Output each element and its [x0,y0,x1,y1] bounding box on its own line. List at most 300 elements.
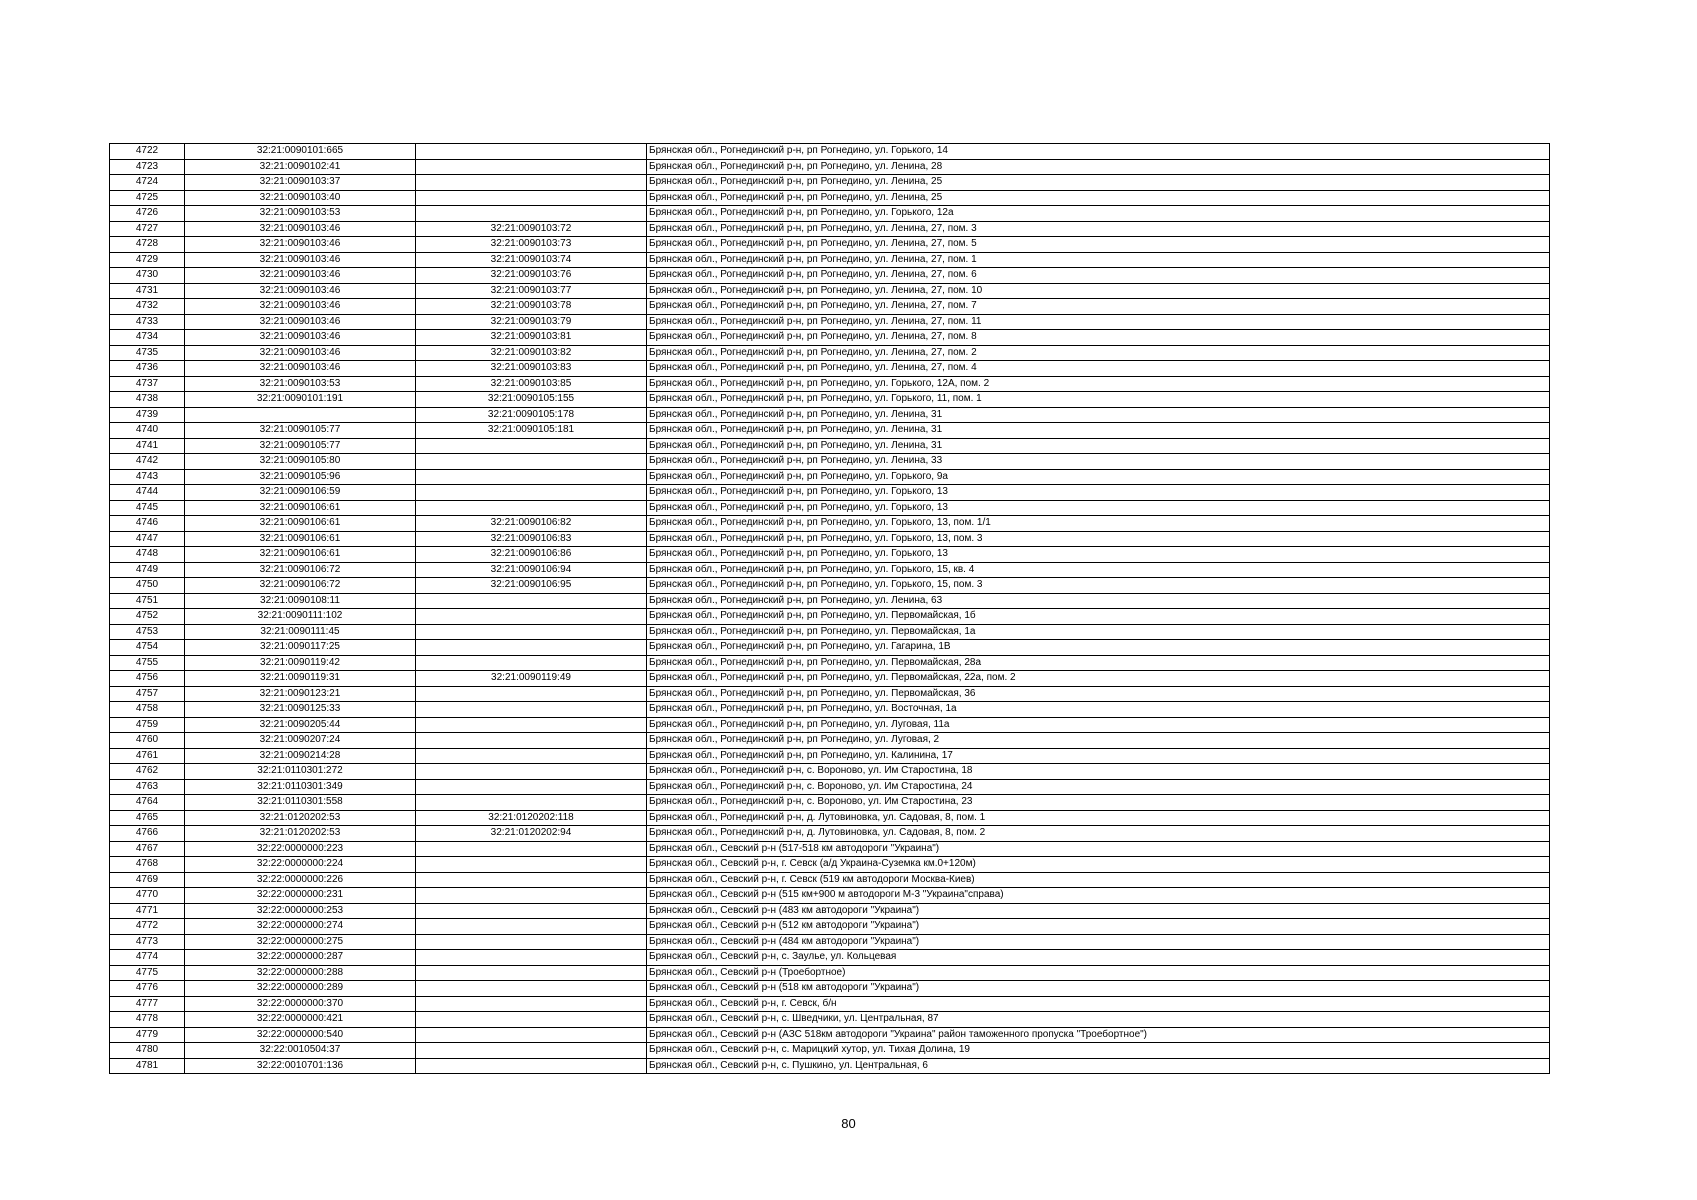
sub-cadastral-number-cell [416,950,647,966]
cadastral-number-cell: 32:22:0010504:37 [185,1043,416,1059]
row-number-cell: 4730 [110,268,185,284]
table-row [110,1058,1550,1074]
table-row [110,562,1550,578]
row-number-cell: 4780 [110,1043,185,1059]
cadastral-number-cell: 32:21:0090103:46 [185,314,416,330]
table-row [110,423,1550,439]
row-number-cell: 4756 [110,671,185,687]
row-number-cell: 4747 [110,531,185,547]
table-row [110,593,1550,609]
row-number-cell: 4752 [110,609,185,625]
sub-cadastral-number-cell [416,206,647,222]
cadastral-number-cell: 32:22:0000000:370 [185,996,416,1012]
sub-cadastral-number-cell [416,888,647,904]
table-row [110,547,1550,563]
table-row [110,237,1550,253]
table-row [110,578,1550,594]
sub-cadastral-number-cell [416,872,647,888]
table-row [110,609,1550,625]
cadastral-number-cell: 32:21:0090105:77 [185,423,416,439]
row-number-cell: 4753 [110,624,185,640]
sub-cadastral-number-cell [416,609,647,625]
sub-cadastral-number-cell [416,981,647,997]
table-row [110,888,1550,904]
address-cell: Брянская обл., Рогнединский р-н, с. Вороново, ул. Им Старостина, 18 [647,764,1550,780]
address-cell: Брянская обл., Рогнединский р-н, рп Рогнедино, ул. Гагарина, 1В [647,640,1550,656]
address-cell: Брянская обл., Севский р-н (484 км автодороги "Украина") [647,934,1550,950]
sub-cadastral-number-cell: 32:21:0090105:178 [416,407,647,423]
address-cell: Брянская обл., Рогнединский р-н, рп Рогнедино, ул. Восточная, 1а [647,702,1550,718]
row-number-cell: 4773 [110,934,185,950]
sub-cadastral-number-cell [416,764,647,780]
table-row [110,810,1550,826]
cadastral-number-cell: 32:22:0000000:231 [185,888,416,904]
row-number-cell: 4757 [110,686,185,702]
row-number-cell: 4760 [110,733,185,749]
table-row [110,144,1550,160]
sub-cadastral-number-cell [416,190,647,206]
table-row [110,485,1550,501]
cadastral-number-cell: 32:22:0000000:288 [185,965,416,981]
table-row [110,159,1550,175]
sub-cadastral-number-cell: 32:21:0120202:94 [416,826,647,842]
table-row [110,826,1550,842]
cadastral-number-cell: 32:21:0090103:46 [185,252,416,268]
address-cell: Брянская обл., Севский р-н (Троебортное) [647,965,1550,981]
address-cell: Брянская обл., Рогнединский р-н, рп Рогнедино, ул. Первомайская, 36 [647,686,1550,702]
cadastral-number-cell: 32:22:0000000:540 [185,1027,416,1043]
cadastral-number-cell: 32:21:0090103:53 [185,376,416,392]
address-cell: Брянская обл., Севский р-н (515 км+900 м автодороги М-3 "Украина"справа) [647,888,1550,904]
address-cell: Брянская обл., Рогнединский р-н, рп Рогнедино, ул. Ленина, 27, пом. 11 [647,314,1550,330]
table-row [110,376,1550,392]
cadastral-number-cell: 32:22:0000000:223 [185,841,416,857]
address-cell: Брянская обл., Рогнединский р-н, рп Рогнедино, ул. Горького, 12А, пом. 2 [647,376,1550,392]
address-cell: Брянская обл., Рогнединский р-н, рп Рогнедино, ул. Первомайская, 22а, пом. 2 [647,671,1550,687]
row-number-cell: 4774 [110,950,185,966]
table-row [110,516,1550,532]
row-number-cell: 4749 [110,562,185,578]
cadastral-number-cell: 32:21:0090106:72 [185,562,416,578]
cadastral-number-cell: 32:21:0090207:24 [185,733,416,749]
address-cell: Брянская обл., Рогнединский р-н, рп Рогнедино, ул. Ленина, 63 [647,593,1550,609]
table-row [110,764,1550,780]
table-row [110,903,1550,919]
cadastral-number-cell: 32:21:0090214:28 [185,748,416,764]
sub-cadastral-number-cell: 32:21:0090103:83 [416,361,647,377]
row-number-cell: 4764 [110,795,185,811]
sub-cadastral-number-cell: 32:21:0090103:73 [416,237,647,253]
row-number-cell: 4732 [110,299,185,315]
table-row [110,175,1550,191]
row-number-cell: 4740 [110,423,185,439]
sub-cadastral-number-cell [416,733,647,749]
address-cell: Брянская обл., Рогнединский р-н, рп Рогнедино, ул. Ленина, 27, пом. 8 [647,330,1550,346]
sub-cadastral-number-cell [416,438,647,454]
row-number-cell: 4763 [110,779,185,795]
address-cell: Брянская обл., Рогнединский р-н, рп Рогнедино, ул. Горького, 12а [647,206,1550,222]
address-cell: Брянская обл., Рогнединский р-н, рп Рогнедино, ул. Первомайская, 1а [647,624,1550,640]
sub-cadastral-number-cell: 32:21:0090105:155 [416,392,647,408]
sub-cadastral-number-cell: 32:21:0090119:49 [416,671,647,687]
table-row [110,361,1550,377]
sub-cadastral-number-cell [416,717,647,733]
table-row [110,469,1550,485]
cadastral-number-cell: 32:21:0090103:40 [185,190,416,206]
address-cell: Брянская обл., Рогнединский р-н, рп Рогнедино, ул. Горького, 15, пом. 3 [647,578,1550,594]
cadastral-number-cell: 32:21:0090106:61 [185,516,416,532]
address-cell: Брянская обл., Рогнединский р-н, рп Рогнедино, ул. Калинина, 17 [647,748,1550,764]
address-cell: Брянская обл., Рогнединский р-н, рп Рогнедино, ул. Ленина, 31 [647,407,1550,423]
cadastral-number-cell: 32:21:0090103:46 [185,345,416,361]
table-row [110,330,1550,346]
row-number-cell: 4751 [110,593,185,609]
cadastral-number-cell: 32:21:0110301:349 [185,779,416,795]
row-number-cell: 4771 [110,903,185,919]
cadastral-number-cell: 32:21:0090106:72 [185,578,416,594]
table-row [110,531,1550,547]
table-row [110,407,1550,423]
table-row [110,1027,1550,1043]
row-number-cell: 4723 [110,159,185,175]
row-number-cell: 4769 [110,872,185,888]
registry-table-container [109,143,1550,1074]
cadastral-number-cell: 32:21:0090111:102 [185,609,416,625]
cadastral-number-cell: 32:21:0090106:61 [185,500,416,516]
address-cell: Брянская обл., Рогнединский р-н, рп Рогнедино, ул. Ленина, 31 [647,423,1550,439]
cadastral-number-cell: 32:22:0000000:224 [185,857,416,873]
cadastral-number-cell: 32:22:0000000:253 [185,903,416,919]
address-cell: Брянская обл., Рогнединский р-н, рп Рогнедино, ул. Ленина, 27, пом. 5 [647,237,1550,253]
sub-cadastral-number-cell [416,593,647,609]
cadastral-number-cell: 32:21:0090103:46 [185,221,416,237]
address-cell: Брянская обл., Рогнединский р-н, рп Рогнедино, ул. Ленина, 28 [647,159,1550,175]
cadastral-number-cell: 32:21:0090106:61 [185,547,416,563]
cadastral-number-cell: 32:21:0090119:31 [185,671,416,687]
row-number-cell: 4750 [110,578,185,594]
table-row [110,950,1550,966]
sub-cadastral-number-cell: 32:21:0090105:181 [416,423,647,439]
address-cell: Брянская обл., Рогнединский р-н, с. Вороново, ул. Им Старостина, 24 [647,779,1550,795]
table-row [110,733,1550,749]
address-cell: Брянская обл., Севский р-н, с. Пушкино, ул. Центральная, 6 [647,1058,1550,1074]
row-number-cell: 4741 [110,438,185,454]
table-row [110,717,1550,733]
cadastral-number-cell: 32:21:0090105:96 [185,469,416,485]
cadastral-number-cell: 32:21:0090101:665 [185,144,416,160]
sub-cadastral-number-cell [416,159,647,175]
table-row [110,702,1550,718]
table-row [110,640,1550,656]
table-row [110,314,1550,330]
cadastral-number-cell: 32:22:0000000:421 [185,1012,416,1028]
table-row [110,872,1550,888]
cadastral-number-cell: 32:21:0090117:25 [185,640,416,656]
sub-cadastral-number-cell [416,469,647,485]
row-number-cell: 4761 [110,748,185,764]
row-number-cell: 4731 [110,283,185,299]
row-number-cell: 4779 [110,1027,185,1043]
address-cell: Брянская обл., Рогнединский р-н, рп Рогнедино, ул. Ленина, 33 [647,454,1550,470]
row-number-cell: 4746 [110,516,185,532]
row-number-cell: 4738 [110,392,185,408]
sub-cadastral-number-cell [416,686,647,702]
row-number-cell: 4725 [110,190,185,206]
sub-cadastral-number-cell [416,144,647,160]
cadastral-number-cell: 32:21:0090111:45 [185,624,416,640]
sub-cadastral-number-cell [416,996,647,1012]
cadastral-number-cell: 32:21:0120202:53 [185,826,416,842]
row-number-cell: 4734 [110,330,185,346]
sub-cadastral-number-cell [416,934,647,950]
sub-cadastral-number-cell [416,965,647,981]
cadastral-number-cell: 32:21:0090119:42 [185,655,416,671]
table-row [110,1043,1550,1059]
sub-cadastral-number-cell [416,748,647,764]
sub-cadastral-number-cell [416,1027,647,1043]
address-cell: Брянская обл., Рогнединский р-н, с. Вороново, ул. Им Старостина, 23 [647,795,1550,811]
sub-cadastral-number-cell [416,454,647,470]
address-cell: Брянская обл., Рогнединский р-н, рп Рогнедино, ул. Горького, 9а [647,469,1550,485]
table-row [110,454,1550,470]
cadastral-number-cell: 32:22:0000000:287 [185,950,416,966]
address-cell: Брянская обл., Рогнединский р-н, рп Рогнедино, ул. Горького, 13, пом. 3 [647,531,1550,547]
row-number-cell: 4775 [110,965,185,981]
table-row [110,686,1550,702]
row-number-cell: 4777 [110,996,185,1012]
row-number-cell: 4729 [110,252,185,268]
address-cell: Брянская обл., Рогнединский р-н, д. Лутовиновка, ул. Садовая, 8, пом. 1 [647,810,1550,826]
cadastral-number-cell: 32:22:0000000:289 [185,981,416,997]
row-number-cell: 4758 [110,702,185,718]
cadastral-number-cell: 32:21:0090105:77 [185,438,416,454]
row-number-cell: 4737 [110,376,185,392]
address-cell: Брянская обл., Рогнединский р-н, рп Рогнедино, ул. Горького, 15, кв. 4 [647,562,1550,578]
cadastral-number-cell: 32:21:0110301:272 [185,764,416,780]
row-number-cell: 4759 [110,717,185,733]
sub-cadastral-number-cell [416,1012,647,1028]
sub-cadastral-number-cell: 32:21:0120202:118 [416,810,647,826]
cadastral-number-cell: 32:22:0010701:136 [185,1058,416,1074]
address-cell: Брянская обл., Рогнединский р-н, рп Рогнедино, ул. Горького, 14 [647,144,1550,160]
table-row [110,996,1550,1012]
sub-cadastral-number-cell [416,500,647,516]
table-row [110,779,1550,795]
address-cell: Брянская обл., Рогнединский р-н, рп Рогнедино, ул. Первомайская, 1б [647,609,1550,625]
sub-cadastral-number-cell [416,175,647,191]
table-row [110,299,1550,315]
row-number-cell: 4755 [110,655,185,671]
address-cell: Брянская обл., Севский р-н (483 км автодороги "Украина") [647,903,1550,919]
cadastral-number-cell: 32:21:0090103:46 [185,268,416,284]
address-cell: Брянская обл., Рогнединский р-н, рп Рогнедино, ул. Горького, 13 [647,547,1550,563]
row-number-cell: 4736 [110,361,185,377]
cadastral-number-cell: 32:21:0090103:46 [185,237,416,253]
table-row [110,841,1550,857]
cadastral-number-cell: 32:22:0000000:274 [185,919,416,935]
row-number-cell: 4748 [110,547,185,563]
cadastral-number-cell: 32:21:0090103:46 [185,299,416,315]
sub-cadastral-number-cell: 32:21:0090106:95 [416,578,647,594]
sub-cadastral-number-cell: 32:21:0090106:82 [416,516,647,532]
sub-cadastral-number-cell [416,779,647,795]
table-row [110,345,1550,361]
address-cell: Брянская обл., Рогнединский р-н, рп Рогнедино, ул. Первомайская, 28а [647,655,1550,671]
address-cell: Брянская обл., Севский р-н (512 км автодороги "Украина") [647,919,1550,935]
sub-cadastral-number-cell: 32:21:0090103:81 [416,330,647,346]
row-number-cell: 4728 [110,237,185,253]
row-number-cell: 4778 [110,1012,185,1028]
address-cell: Брянская обл., Севский р-н, г. Севск (а/д Украина-Суземка км.0+120м) [647,857,1550,873]
sub-cadastral-number-cell: 32:21:0090103:85 [416,376,647,392]
row-number-cell: 4765 [110,810,185,826]
sub-cadastral-number-cell [416,857,647,873]
sub-cadastral-number-cell: 32:21:0090103:79 [416,314,647,330]
sub-cadastral-number-cell [416,795,647,811]
address-cell: Брянская обл., Рогнединский р-н, рп Рогнедино, ул. Ленина, 25 [647,190,1550,206]
address-cell: Брянская обл., Севский р-н, г. Севск (519 км автодороги Москва-Киев) [647,872,1550,888]
table-row [110,392,1550,408]
cadastral-number-cell: 32:21:0090101:191 [185,392,416,408]
table-row [110,206,1550,222]
sub-cadastral-number-cell [416,702,647,718]
cadastral-number-cell: 32:21:0090103:46 [185,361,416,377]
cadastral-number-cell: 32:22:0000000:275 [185,934,416,950]
sub-cadastral-number-cell: 32:21:0090106:86 [416,547,647,563]
cadastral-number-cell: 32:21:0090105:80 [185,454,416,470]
cadastral-number-cell: 32:21:0090103:46 [185,330,416,346]
row-number-cell: 4768 [110,857,185,873]
row-number-cell: 4781 [110,1058,185,1074]
row-number-cell: 4772 [110,919,185,935]
cadastral-number-cell: 32:22:0000000:226 [185,872,416,888]
cadastral-number-cell [185,407,416,423]
row-number-cell: 4744 [110,485,185,501]
table-row [110,671,1550,687]
table-row [110,981,1550,997]
row-number-cell: 4739 [110,407,185,423]
address-cell: Брянская обл., Севский р-н, г. Севск, б/н [647,996,1550,1012]
address-cell: Брянская обл., Севский р-н (518 км автодороги "Украина") [647,981,1550,997]
sub-cadastral-number-cell: 32:21:0090103:82 [416,345,647,361]
table-row [110,1012,1550,1028]
cadastral-number-cell: 32:21:0090205:44 [185,717,416,733]
address-cell: Брянская обл., Рогнединский р-н, рп Рогнедино, ул. Ленина, 27, пом. 1 [647,252,1550,268]
address-cell: Брянская обл., Рогнединский р-н, рп Рогнедино, ул. Ленина, 27, пом. 4 [647,361,1550,377]
sub-cadastral-number-cell: 32:21:0090106:94 [416,562,647,578]
cadastral-number-cell: 32:21:0090103:46 [185,283,416,299]
table-row [110,795,1550,811]
cadastral-number-cell: 32:21:0090102:41 [185,159,416,175]
table-row [110,252,1550,268]
address-cell: Брянская обл., Рогнединский р-н, рп Рогнедино, ул. Ленина, 25 [647,175,1550,191]
address-cell: Брянская обл., Севский р-н (517-518 км автодороги "Украина") [647,841,1550,857]
table-row [110,221,1550,237]
address-cell: Брянская обл., Севский р-н, с. Шведчики, ул. Центральная, 87 [647,1012,1550,1028]
address-cell: Брянская обл., Рогнединский р-н, д. Лутовиновка, ул. Садовая, 8, пом. 2 [647,826,1550,842]
address-cell: Брянская обл., Рогнединский р-н, рп Рогнедино, ул. Луговая, 2 [647,733,1550,749]
table-row [110,438,1550,454]
address-cell: Брянская обл., Рогнединский р-н, рп Рогнедино, ул. Ленина, 31 [647,438,1550,454]
table-row [110,283,1550,299]
row-number-cell: 4726 [110,206,185,222]
row-number-cell: 4754 [110,640,185,656]
table-row [110,965,1550,981]
row-number-cell: 4735 [110,345,185,361]
sub-cadastral-number-cell [416,485,647,501]
registry-table-body [110,144,1550,1074]
sub-cadastral-number-cell [416,903,647,919]
sub-cadastral-number-cell [416,841,647,857]
address-cell: Брянская обл., Рогнединский р-н, рп Рогнедино, ул. Ленина, 27, пом. 7 [647,299,1550,315]
table-row [110,934,1550,950]
cadastral-number-cell: 32:21:0120202:53 [185,810,416,826]
cadastral-number-cell: 32:21:0090125:33 [185,702,416,718]
row-number-cell: 4722 [110,144,185,160]
row-number-cell: 4762 [110,764,185,780]
row-number-cell: 4742 [110,454,185,470]
table-row [110,500,1550,516]
address-cell: Брянская обл., Рогнединский р-н, рп Рогнедино, ул. Горького, 11, пом. 1 [647,392,1550,408]
sub-cadastral-number-cell [416,655,647,671]
address-cell: Брянская обл., Рогнединский р-н, рп Рогнедино, ул. Ленина, 27, пом. 3 [647,221,1550,237]
cadastral-number-cell: 32:21:0090103:53 [185,206,416,222]
registry-table [109,143,1550,1074]
cadastral-number-cell: 32:21:0090106:59 [185,485,416,501]
sub-cadastral-number-cell: 32:21:0090103:72 [416,221,647,237]
sub-cadastral-number-cell: 32:21:0090103:78 [416,299,647,315]
address-cell: Брянская обл., Рогнединский р-н, рп Рогнедино, ул. Горького, 13, пом. 1/1 [647,516,1550,532]
row-number-cell: 4770 [110,888,185,904]
sub-cadastral-number-cell: 32:21:0090103:77 [416,283,647,299]
address-cell: Брянская обл., Рогнединский р-н, рп Рогнедино, ул. Горького, 13 [647,485,1550,501]
sub-cadastral-number-cell [416,1058,647,1074]
address-cell: Брянская обл., Рогнединский р-н, рп Рогнедино, ул. Ленина, 27, пом. 10 [647,283,1550,299]
cadastral-number-cell: 32:21:0090123:21 [185,686,416,702]
address-cell: Брянская обл., Севский р-н (АЗС 518км автодороги "Украина" район таможенного пропуска "Троебортное") [647,1027,1550,1043]
sub-cadastral-number-cell [416,624,647,640]
sub-cadastral-number-cell: 32:21:0090103:74 [416,252,647,268]
address-cell: Брянская обл., Рогнединский р-н, рп Рогнедино, ул. Луговая, 11а [647,717,1550,733]
cadastral-number-cell: 32:21:0090106:61 [185,531,416,547]
table-row [110,857,1550,873]
row-number-cell: 4776 [110,981,185,997]
table-row [110,624,1550,640]
sub-cadastral-number-cell: 32:21:0090103:76 [416,268,647,284]
row-number-cell: 4727 [110,221,185,237]
table-row [110,190,1550,206]
row-number-cell: 4767 [110,841,185,857]
row-number-cell: 4745 [110,500,185,516]
table-row [110,268,1550,284]
cadastral-number-cell: 32:21:0090103:37 [185,175,416,191]
row-number-cell: 4733 [110,314,185,330]
cadastral-number-cell: 32:21:0110301:558 [185,795,416,811]
sub-cadastral-number-cell [416,640,647,656]
address-cell: Брянская обл., Рогнединский р-н, рп Рогнедино, ул. Ленина, 27, пом. 2 [647,345,1550,361]
sub-cadastral-number-cell [416,1043,647,1059]
table-row [110,655,1550,671]
table-row [110,748,1550,764]
address-cell: Брянская обл., Рогнединский р-н, рп Рогнедино, ул. Ленина, 27, пом. 6 [647,268,1550,284]
table-row [110,919,1550,935]
address-cell: Брянская обл., Рогнединский р-н, рп Рогнедино, ул. Горького, 13 [647,500,1550,516]
sub-cadastral-number-cell [416,919,647,935]
page-number: 80 [841,1116,856,1131]
address-cell: Брянская обл., Севский р-н, с. Марицкий хутор, ул. Тихая Долина, 19 [647,1043,1550,1059]
address-cell: Брянская обл., Севский р-н, с. Заулье, ул. Кольцевая [647,950,1550,966]
row-number-cell: 4724 [110,175,185,191]
